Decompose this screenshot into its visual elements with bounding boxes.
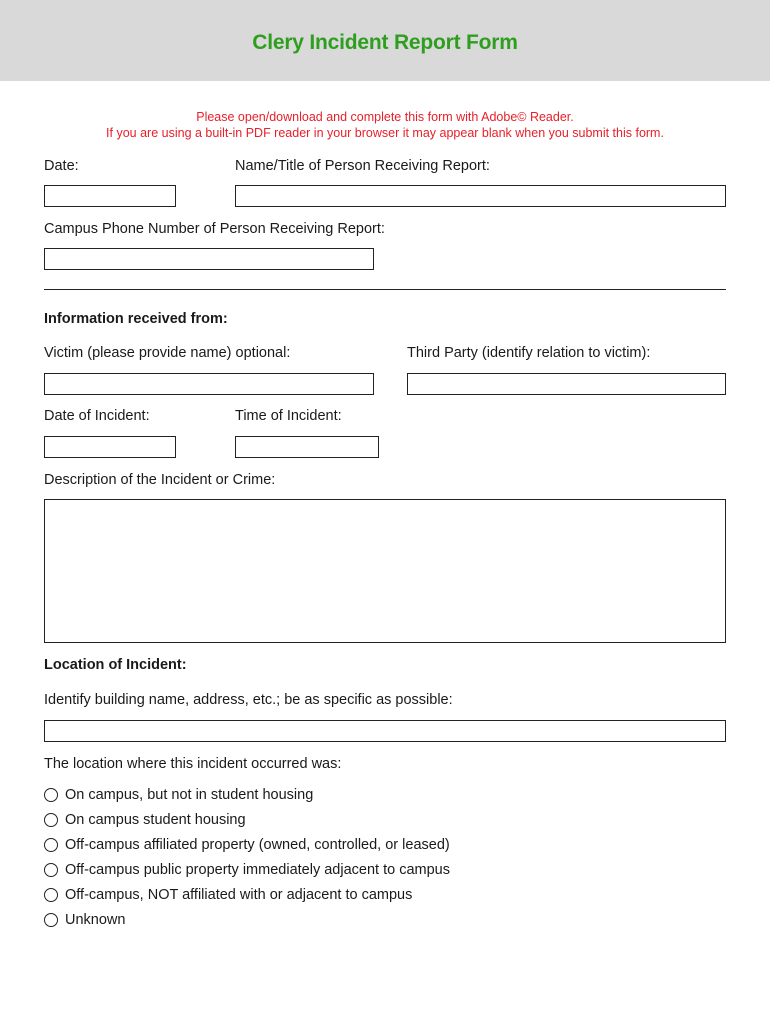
victim-label: Victim (please provide name) optional: (44, 345, 291, 361)
campus-phone-label: Campus Phone Number of Person Receiving Report: (44, 221, 385, 237)
time-of-incident-input[interactable] (235, 436, 379, 458)
name-title-input[interactable] (235, 185, 726, 207)
third-party-label: Third Party (identify relation to victim): (407, 345, 651, 361)
time-of-incident-label: Time of Incident: (235, 408, 342, 424)
description-label: Description of the Incident or Crime: (44, 472, 276, 488)
location-heading: Location of Incident: (44, 657, 187, 673)
name-title-label: Name/Title of Person Receiving Report: (235, 158, 490, 174)
location-option-not-affiliated[interactable] (44, 885, 412, 905)
location-option-unknown[interactable] (44, 910, 125, 930)
info-received-heading: Information received from: (44, 311, 228, 327)
description-textarea[interactable] (44, 499, 726, 643)
radio-button[interactable] (44, 838, 58, 852)
radio-button[interactable] (44, 863, 58, 877)
radio-label: Off-campus affiliated property (owned, controlled, or leased) (65, 837, 450, 853)
radio-label: Off-campus public property immediately adjacent to campus (65, 862, 450, 878)
building-input[interactable] (44, 720, 726, 742)
notice-line-1: Please open/download and complete this form with Adobe© Reader. (196, 110, 574, 124)
location-option-student-housing[interactable] (44, 810, 246, 830)
location-occurred-label: The location where this incident occurred was: (44, 756, 342, 772)
section-divider (44, 289, 726, 290)
radio-label: On campus, but not in student housing (65, 787, 314, 803)
location-option-public-adjacent[interactable] (44, 860, 450, 880)
location-option-on-campus[interactable] (44, 785, 313, 805)
radio-button[interactable] (44, 788, 58, 802)
date-of-incident-input[interactable] (44, 436, 176, 458)
radio-label: Unknown (65, 912, 126, 928)
radio-button[interactable] (44, 888, 58, 902)
date-label: Date: (44, 158, 79, 174)
radio-button[interactable] (44, 913, 58, 927)
form-title: Clery Incident Report Form (252, 31, 518, 54)
location-option-off-campus-affiliated[interactable] (44, 835, 450, 855)
third-party-input[interactable] (407, 373, 726, 395)
campus-phone-input[interactable] (44, 248, 374, 270)
notice-line-2: If you are using a built-in PDF reader in your browser it may appear blank when you submit this form. (106, 126, 664, 140)
radio-label: On campus student housing (65, 812, 246, 828)
building-label: Identify building name, address, etc.; be as specific as possible: (44, 692, 453, 708)
date-input[interactable] (44, 185, 176, 207)
radio-button[interactable] (44, 813, 58, 827)
date-of-incident-label: Date of Incident: (44, 408, 150, 424)
victim-input[interactable] (44, 373, 374, 395)
radio-label: Off-campus, NOT affiliated with or adjacent to campus (65, 887, 413, 903)
